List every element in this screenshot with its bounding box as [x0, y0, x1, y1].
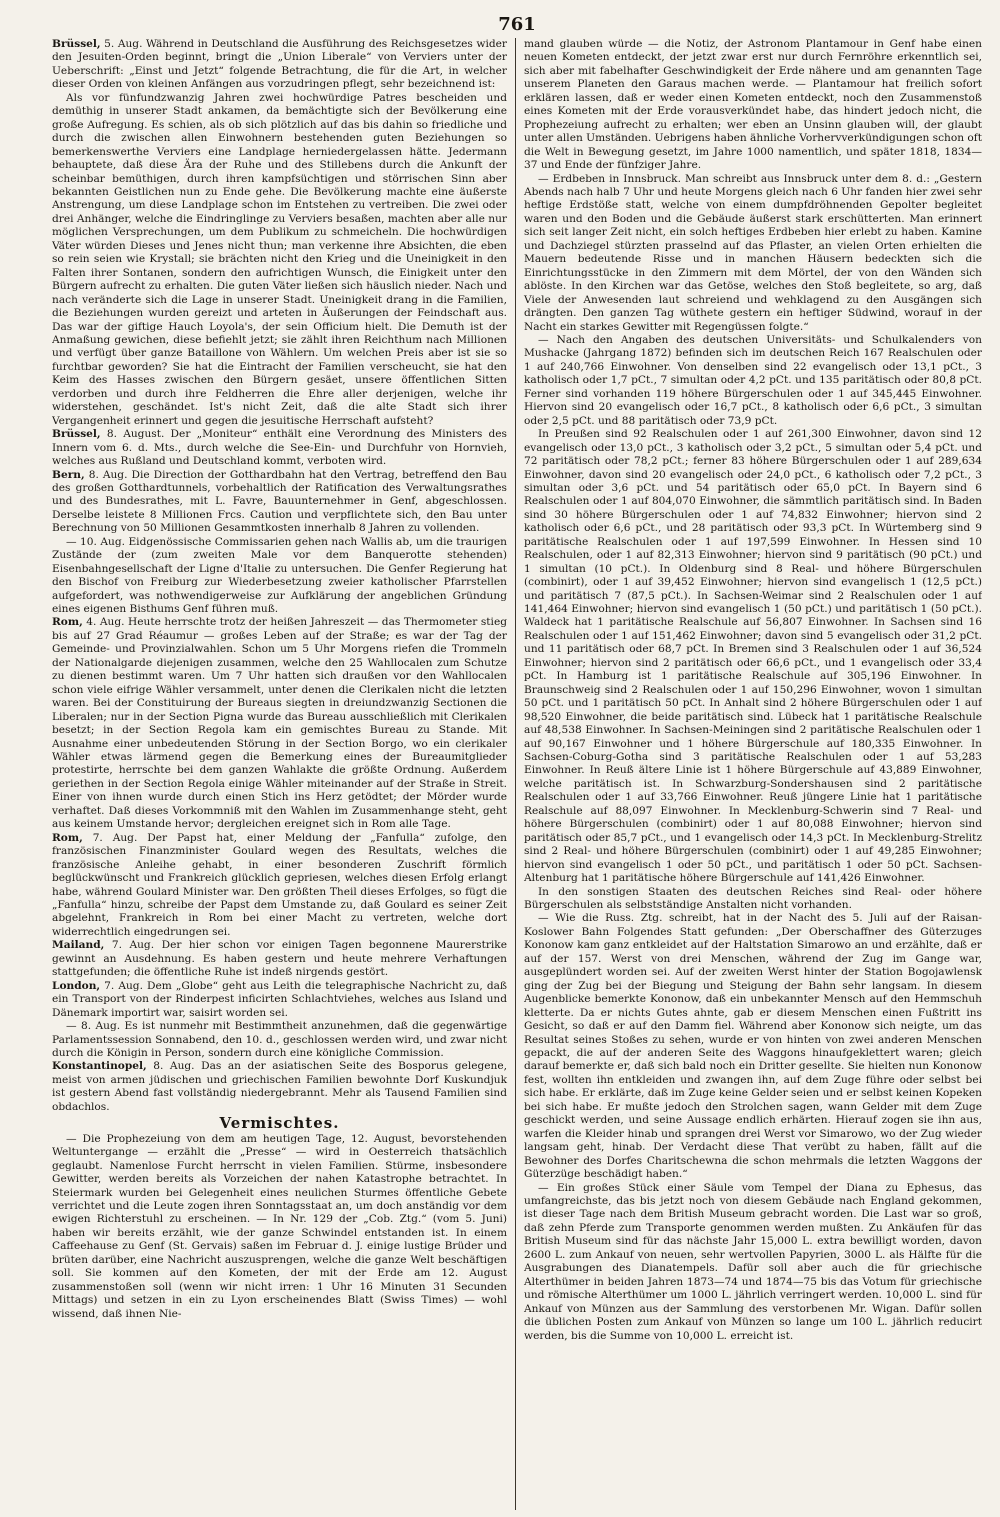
dateline-place: Bern, — [52, 468, 85, 481]
right-column — [516, 38, 982, 1510]
article-text: 7. Aug. Der hier schon vor einigen Tagen begonnene Maurerstrike gewinnt an Ausdehnung. Es haben gestern und heute mehrere Verhaftungen stattgefunden; die öffentliche Ruhe ist indeß nirgends gestört. — [52, 939, 507, 979]
article-prophezeiung: — Die Prophezeiung von dem am heutigen Tage, 12. August, bevorstehenden Weltuntergange — erzählt die „Presse“ — wird in Oesterreich thatsächlich geglaubt. Namenlose Furcht herrscht in vielen Familien. Stürme, insbesondere Gewitter, werden bereits als Vorzeichen der nahen Katastrophe betrachtet. In Steiermark wurden bei Gelegenheit eines neulichen Sturmes öffentliche Gebete verrichtet und die Leute zogen ihren Sonntagsstaat an, um doch anständig vor dem ewigen Richterstuhl zu erscheinen. — In Nr. 129 der „Cob. Ztg.“ (vom 5. Juni) haben wir bereits erzählt, wie der ganze Schwindel entstanden ist. In einem Caffeehause zu Genf (St. Gervais) saßen im Februar d. J. einige lustige Brüder und brüten darüber, eine Nachricht auszusprengen, welche die ganze Welt beschäftigen soll. Sie kommen auf den Kometen, der mit der Erde am 12. August zusammenstoßen soll (wenn wir nicht irren: 1 Uhr 16 Minuten 31 Secunden Mittags) und setzen in ein zu Lyon erscheinendes Blatt (Swiss Times) — wohl wissend, daß ihnen Nie- — [52, 1132, 507, 1320]
article-konstantinopel — [52, 1060, 507, 1114]
article-brussel-2 — [52, 428, 507, 468]
article-london — [52, 980, 507, 1020]
article-rom-2 — [52, 832, 507, 940]
article-continuation: mand glauben würde — die Notiz, der Astronom Plantamour in Genf habe einen neuen Kometen entdeckt, der jetzt zwar erst nur durch Fernröhre erkenntlich sei, sich aber mit fabelhafter Geschwindigkeit der Erde nähere und am genannten Tage unserem Planeten den Garaus machen werde. — Plantamour hat freilich sofort erklären lassen, daß er weder einen Kometen entdeckt, noch den Zusammenstoß eines Kometen mit der Erde vorausverkündet habe, das hindert jedoch nicht, die Prophezeiung aufrecht zu erhalten; wer eben an Unsinn glauben will, der glaubt unter allen Umständen. Uebrigens haben ähnliche Vorhervverkündigungen schon oft die Welt in Bewegung gesetzt, im Jahre 1000 namentlich, und später 1818, 1834—37 und Ende der fünfziger Jahre. — [524, 38, 982, 172]
dateline-place: London, — [52, 979, 101, 992]
article-london-2: — 8. Aug. Es ist nunmehr mit Bestimmtheit anzunehmen, daß die gegenwärtige Parlamentssession Sonnabend, den 10. d., geschlossen werden wird, und zwar nicht durch die Königin in Person, sondern durch eine königliche Commission. — [52, 1020, 507, 1059]
article-bern-2: — 10. Aug. Eidgenössische Commissarien gehen nach Wallis ab, um die traurigen Zustände der (zum zweiten Male vor dem Banquerotte stehenden) Eisenbahngesellschaft der Ligne d'Italie zu untersuchen. Die Genfer Regierung hat den Bischof von Freiburg zur Wiederbesetzung zweier katholischer Pfarrstellen aufgefordert, was nothwendigerweise zur Aufklärung der angeblichen Gründung eines eigenen Bisthums Genf führen muß. — [52, 535, 507, 616]
article-bahn: — Wie die Russ. Ztg. schreibt, hat in der Nacht des 5. Juli auf der Raisan-Koslower Bahn Folgendes Statt gefunden: „Der Oberschaffner des Güterzuges Kononow kam ganz entkleidet auf der Haltstation Simarowo an und erzählte, daß er auf der 157. Werst von drei Menschen, während der Zug im Gange war, ausgeplündert worden sei. Auf der zweiten Werst hinter der Station Bogojawlensk ging der Zug bei der Biegung und Steigung der Bahn sehr langsam. In diesem Augenblicke bemerkte Kononow, daß ein unbekannter Mensch auf den Hemmschuh kletterte. Da er nichts Gutes ahnte, gab er diesem Menschen einen Fußtritt ins Gesicht, so daß er auf den Damm fiel. Während aber Kononow sich neigte, um das Resultat seines Stoßes zu sehen, wurde er von hinten von zwei anderen Menschen gepackt, die auf der anderen Seite des Waggons hinaufgeklettert waren; gleich darauf bemerkte er, daß sich bald noch ein Dritter gesellte. Sie hielten nun Kononow fest, wollten ihn entkleiden und zwangen ihn, auf dem Zuge führe oder selbst bei sich habe. Er erklärte, daß im Zuge keine Gelder seien und er selbst keinen Kopeken bei sich habe. Er mußte jedoch den Strolchen sagen, wann Gelder mit dem Zuge geschickt werden, und seine Aussage endlich erhärten. Hierauf zogen sie ihn aus, warfen die Kleider hinab und sprangen drei Werst vor Simarowo, wo der Zug wieder langsam geht, hinab. Der Verdacht diese That verübt zu haben, fällt auf die Bewohner des Dorfes Charitschewna die schon mehrmals die letzten Waggons der Güterzüge beschädigt haben.“ — [524, 912, 982, 1181]
article-text: 8. August. Der „Moniteur“ enthält eine Verordnung des Ministers des Innern vom 6. d. Mts., durch welche die See-Ein- und Durchfuhr von Hornvieh, welches aus Rußland und Deutschland kommt, verboten wird. — [52, 428, 507, 468]
article-text: 7. Aug. Dem „Globe“ geht aus Leith die telegraphische Nachricht zu, daß ein Transport von der Rinderpest inficirten Schlachtviehes, welches aus Island und Dänemark importirt war, saisirt worden sei. — [52, 979, 507, 1019]
article-diana: — Ein großes Stück einer Säule vom Tempel der Diana zu Ephesus, das umfangreichste, das bis jetzt noch von diesem Gebäude nach England gekommen, ist dieser Tage nach dem British Museum gebracht worden. Die Last war so groß, daß zehn Pferde zum Transporte genommen werden mußten. Zu Ankäufen für das British Museum sind für das nächste Jahr 15,000 L. extra bewilligt worden, davon 2600 L. zum Ankauf von neuen, sehr wertvollen Papyrien, 3000 L. als Hälfte für die Ausgrabungen des Dianatempels. Dafür soll aber auch die für griechische Alterthümer in beiden Jahren 1873—74 und 1874—75 bis das Votum für griechische und römische Alterthümer um 1000 L. jährlich verringert werden. 10,000 L. sind für Ankauf von Münzen aus der Sammlung des verstorbenen Mr. Wigan. Dafür sollen die üblichen Posten zum Ankauf von Münzen so lange um 100 L. jährlich reducirt werden, bis die Summe von 10,000 L. erreicht ist. — [524, 1181, 982, 1342]
article-text: 4. Aug. Heute herrschte trotz der heißen Jahreszeit — das Thermometer stieg bis auf 27 Grad Réaumur — großes Leben auf der Straße; es war der Tag der Gemeinde- und Provinzialwahlen. Schon um 5 Uhr Morgens riefen die Trommeln der Nationalgarde diejenigen zusammen, welche den 25 Wahllocalen zum Schutze zu dienen bestimmt waren. Um 7 Uhr hatten sich draußen vor den Wahllocalen schon viele eifrige Wähler versammelt, unter denen die Clerikalen nicht die letzten waren. Bei der Constituirung der Bureaus siegten in dreiundzwanzig Sectionen die Liberalen; nur in der Section Pigna wurde das Bureau ausschließlich mit Clerikalen besetzt; in der Section Regola kam ein gemischtes Bureau zu Stande. Mit Ausnahme einer unbedeutenden Störung in der Section Borgo, wo ein clerikaler Wähler etwas lärmend gegen die Bemerkung eines der Bureaumitglieder protestirte, herrschte bei dem ganzen Wahlakte die größte Ordnung. Außerdem geriethen in der Section Regola einige Wähler miteinander auf der Straße in Streit. Einer von ihnen wurde durch einen Stich ins Herz getödtet; der Mörder wurde verhaftet. Daß dieses Vorkommniß mit den Wahlen im Zusammenhange steht, geht aus keinem Umstande hervor; dergleichen ereignet sich in Rom alle Tage. — [52, 616, 507, 831]
dateline-place: Brüssel, — [52, 38, 101, 50]
article-erdbeben: — Erdbeben in Innsbruck. Man schreibt aus Innsbruck unter dem 8. d.: „Gestern Abends nach halb 7 Uhr und heute Morgens gleich nach 6 Uhr fanden hier zwei sehr heftige Erdstöße statt, welche von einem dumpfdröhnenden Gepolter begleitet waren und den Boden und die Gebäude äußerst stark erschütterten. Man erinnert sich seit langer Zeit nicht, ein solch heftiges Erdbeben hier erlebt zu haben. Kamine und Dachziegel stürzten prasselnd auf das Pflaster, an vielen Orten erhielten die Mauern bedeutende Risse und in manchen Häusern bedeckten sich die Einrichtungsstücke in den Zimmern mit dem Mörtel, der von den Wänden sich ablöste. In den Kirchen war das Getöse, welches den Stoß begleitete, so arg, daß Viele der Anwesenden laut schreiend und wehklagend zu den Ausgängen sich drängten. Den ganzen Tag wüthete gestern ein heftiger Südwind, worauf in der Nacht ein starkes Gewitter mit Regengüssen folgte.“ — [524, 172, 982, 333]
article-rom-1 — [52, 616, 507, 831]
left-column — [52, 38, 515, 1510]
article-text: 8. Aug. Das an der asiatischen Seite des Bosporus gelegene, meist von armen jüdischen und griechischen Familien bewohnte Dorf Kuskundjuk ist gestern Abend fast vollständig niedergebrannt. Mehr als Tausend Familien sind obdachlos. — [52, 1060, 507, 1113]
article-schulen-1: — Nach den Angaben des deutschen Universitäts- und Schulkalenders von Mushacke (Jahrgang 1872) befinden sich im deutschen Reich 167 Realschulen oder 1 auf 240,766 Einwohner. Von denselben sind 22 evangelisch oder 13,1 pCt., 3 katholisch oder 1,7 pCt., 7 simultan oder 4,2 pCt. und 135 paritätisch oder 80,8 pCt. Ferner sind vorhanden 119 höhere Bürgerschulen oder 1 auf 345,445 Einwohner. Hiervon sind 20 evangelisch oder 16,7 pCt., 8 katholisch oder 6,6 pCt., 3 simultan oder 2,5 pCt. und 88 paritätisch oder 73,9 pCt. — [524, 333, 982, 427]
article-schulen-3: In den sonstigen Staaten des deutschen Reiches sind Real- oder höhere Bürgerschulen als selbstständige Anstalten nicht vorhanden. — [524, 885, 982, 911]
article-quote: Als vor fünfundzwanzig Jahren zwei hochwürdige Patres bescheiden und demüthig in unserer Stadt ankamen, da bemächtigte sich der Bevölkerung eine große Aufregung. Es schien, als ob sich plötzlich auf das bis dahin so friedliche und durch die zwischen allen Einwohnern bestehenden guten Beziehungen so bemerkenswerthe Verviers eine Landplage herniedergelassen hätte. Jedermann behauptete, daß diese Ära der Ruhe und des Stillebens durch die Ankunft der scheinbar bemüthigen, durch ihren kampfsüchtigen und störrischen Sinn aber bekannten Geistlichen nun zu Ende gehe. Die Bevölkerung machte eine äußerste Anstrengung, um diese Landplage schon im Entstehen zu vertreiben. Die zwei oder drei Anhänger, welche die Eindringlinge zu Verviers besaßen, machten aber alle nur möglichen Versprechungen, um dem Publikum zu schmeicheln. Die hochwürdigen Väter würden Dieses und Jenes nicht thun; man verkenne ihre Absichten, die eben so rein seien wie Krystall; sie brächten nicht den Krieg und die Uneinigkeit in den Falten ihrer Sontanen, sondern den aufrichtigen Wunsch, die Einigkeit unter den Bürgern aufrecht zu erhalten. Die guten Väter ließen sich häuslich nieder. Nach und nach veränderte sich die Lage in unserer Stadt. Uneinigkeit drang in die Familien, die Beziehungen wurden gereizt und arteten in Äußerungen der Feindschaft aus. Das war der giftige Hauch Loyola's, der sein Officium hielt. Die Demuth ist der Anmaßung gewichen, diese befiehlt jetzt; sie zählt ihren Reichthum nach Millionen und verfügt über ganze Bataillone von Wählern. Um welchen Preis aber ist sie so furchtbar geworden? Sie hat die Eintracht der Familien verscheucht, sie hat den Keim des Hasses zwischen den Bürgern gesäet, unsere öffentlichen Sitten verdorben und durch ihre Feldherren die Ehre aller derjenigen, welche ihr widerstehen, geschändet. Ist's nicht Zeit, daß die alte Stadt sich ihrer Vergangenheit erinnert und gegen die jesuitische Herrschaft aufsteht? — [52, 91, 507, 427]
dateline-place: Konstantinopel, — [52, 1060, 147, 1073]
dateline-place: Rom, — [52, 831, 83, 844]
article-text: 5. Aug. Während in Deutschland die Ausführung des Reichsgesetzes wider den Jesuiten-Orden beginnt, bringt die „Union Liberale“ von Verviers unter der Ueberschrift: „Einst und Jetzt“ folgende Betrachtung, die für die Art, in welcher dieser Orden von kleinen Anfängen aus vorzudringen pflegt, sehr bezeichnend ist: — [52, 38, 507, 91]
article-brussel-1 — [52, 38, 507, 92]
columns — [52, 38, 982, 1510]
article-schulen-2: In Preußen sind 92 Realschulen oder 1 auf 261,300 Einwohner, davon sind 12 evangelisch oder 13,0 pCt., 3 katholisch oder 3,2 pCt., 5 simultan oder 5,4 pCt. und 72 paritätisch oder 78,2 pCt.; ferner 83 höhere Bürgerschulen oder 1 auf 289,634 Einwohner, davon sind 20 evangelisch oder 24,0 pCt., 6 katholisch oder 7,2 pCt., 3 simultan oder 3,6 pCt. und 54 paritätisch oder 65,0 pCt. In Bayern sind 6 Realschulen oder 1 auf 804,070 Einwohner, die sämmtlich paritätisch sind. In Baden sind 30 höhere Bürgerschulen oder 1 auf 74,832 Einwohner; hiervon sind 2 katholisch oder 6,6 pCt., und 28 paritätisch oder 93,3 pCt. In Würtemberg sind 9 paritätische Realschulen oder 1 auf 197,599 Einwohner. In Hessen sind 10 Realschulen, oder 1 auf 82,313 Einwohner; hiervon sind 9 paritätisch (90 pCt.) und 1 simultan (10 pCt.). In Oldenburg sind 8 Real- und höhere Bürgerschulen (combinirt), oder 1 auf 39,452 Einwohner; hiervon sind evangelisch 1 (12,5 pCt.) und paritätisch 7 (87,5 pCt.). In Sachsen-Weimar sind 2 Realschulen oder 1 auf 141,464 Einwohner; hiervon sind evangelisch 1 (50 pCt.) und paritätisch 1 (50 pCt.). Waldeck hat 1 paritätische Realschule auf 56,807 Einwohner. In Sachsen sind 16 Realschulen oder 1 auf 151,462 Einwohner; davon sind 5 evangelisch oder 31,2 pCt. und 11 paritätisch oder 68,7 pCt. In Bremen sind 3 Realschulen oder 1 auf 36,524 Einwohner; hiervon sind 2 paritätisch oder 66,6 pCt., und 1 evangelisch oder 33,4 pCt. In Hamburg ist 1 paritätische Realschule auf 305,196 Einwohner. In Braunschweig sind 2 Realschulen oder 1 auf 150,296 Einwohner, wovon 1 simultan 50 pCt. und 1 paritätisch 50 pCt. In Anhalt sind 2 höhere Bürgerschulen oder 1 auf 98,520 Einwohner, die beide paritätisch sind. Lübeck hat 1 paritätische Realschule auf 48,538 Einwohner. In Sachsen-Meiningen sind 2 paritätische Realschulen oder 1 auf 90,167 Einwohner und 1 höhere Bürgerschule auf 180,335 Einwohner. In Sachsen-Coburg-Gotha sind 3 paritätische Realschulen oder 1 auf 53,283 Einwohner. In Reuß ältere Linie ist 1 höhere Bürgerschule auf 43,889 Einwohner, welche paritätisch ist. In Schwarzburg-Sondershausen sind 2 paritätische Realschulen oder 1 auf 33,766 Einwohner. Reuß jüngere Linie hat 1 paritätische Realschule auf 88,097 Einwohner. In Mecklenburg-Schwerin sind 7 Real- und höhere Bürgerschulen (combinirt) oder 1 auf 80,088 Einwohner; hiervon sind paritätisch oder 85,7 pCt., und 1 evangelisch oder 14,3 pCt. In Mecklenburg-Strelitz sind 2 Real- und höhere Bürgerschulen (combinirt) oder 1 auf 49,285 Einwohner; hiervon sind evangelisch 1 oder 50 pCt., und paritätisch 1 oder 50 pCt. Sachsen-Altenburg hat 1 paritätische höhere Bürgerschule auf 141,426 Einwohner. — [524, 428, 982, 885]
dateline-place: Brüssel, — [52, 428, 101, 441]
article-bern — [52, 469, 507, 536]
article-text: 8. Aug. Die Direction der Gotthardbahn hat den Vertrag, betreffend den Bau des großen Gotthardtunnels, vorbehaltlich der Ratification des Verwaltungsrathes und des Bundesrathes, mit L. Favre, Bauunternehmer in Genf, abgeschlossen. Derselbe leistete 8 Millionen Frcs. Caution und verpflichtete sich, den Bau unter Berechnung von 50 Millionen Gesammtkosten innerhalb 8 Jahren zu vollenden. — [52, 468, 507, 535]
article-text: 7. Aug. Der Papst hat, einer Meldung der „Fanfulla“ zufolge, den französischen Finanzminister Goulard wegen des Resultats, welches die französische Anleihe gehabt, in einer besonderen Zuschrift förmlich beglückwünscht und Frankreich glücklich gepriesen, welches diesen Erfolg erlangt habe, während Goulard Minister war. Den größten Theil dieses Erfolges, so fügt die „Fanfulla“ hinzu, schreibe der Papst dem Umstande zu, daß Goulard es seiner Zeit abgelehnt, Frankreich in Rom bei einer Macht zu vertreten, welche dort widerrechtlich eingedrungen sei. — [52, 831, 507, 938]
dateline-place: Rom, — [52, 616, 83, 629]
page-number: 761 — [498, 14, 536, 35]
section-heading: Vermischtes. — [219, 1114, 340, 1133]
dateline-place: Mailand, — [52, 939, 105, 952]
article-mailand — [52, 939, 507, 979]
